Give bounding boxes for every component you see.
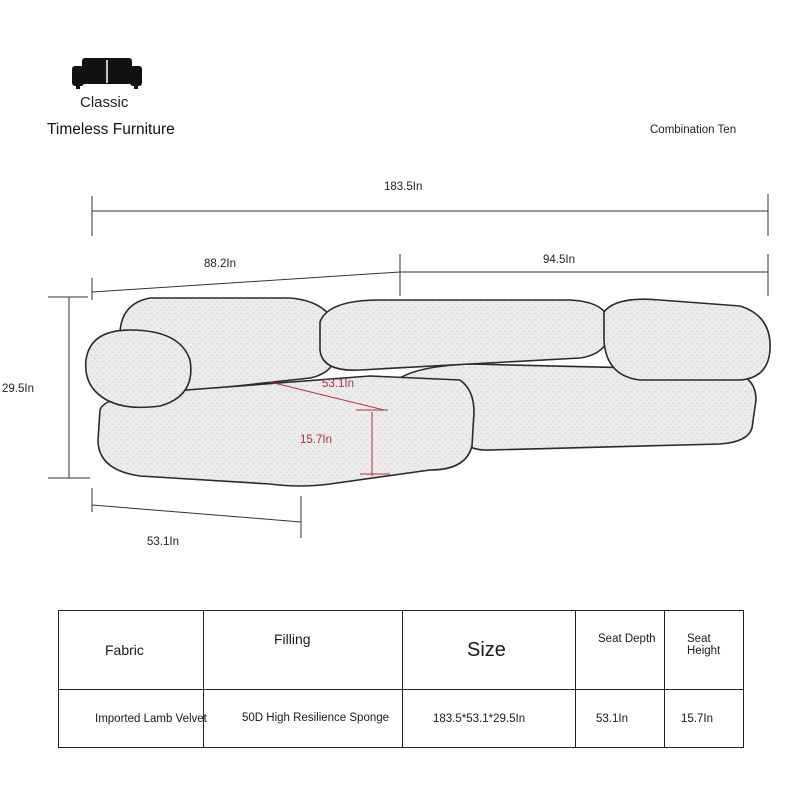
header-fabric: Fabric — [59, 611, 204, 690]
seat-depth-marker-label: 53.1In — [322, 378, 354, 390]
header-filling: Filling — [204, 611, 403, 690]
total-width-label: 183.5In — [384, 181, 423, 193]
right-width-dimension — [400, 254, 768, 296]
total-width-dimension — [92, 194, 768, 236]
value-filling: 50D High Resilience Sponge — [204, 690, 403, 748]
brand-name: Classic — [80, 94, 129, 111]
spec-header-row — [59, 611, 744, 690]
value-seat-height: 15.7In — [665, 690, 744, 748]
left-width-dimension — [92, 254, 400, 300]
value-seat-depth: 53.1In — [576, 690, 665, 748]
seat-height-marker-label: 15.7In — [300, 434, 332, 446]
value-fabric: Imported Lamb Velvet — [59, 690, 204, 748]
value-size: 183.5*53.1*29.5In — [403, 690, 576, 748]
left-width-label: 88.2In — [204, 258, 236, 270]
combination-label: Combination Ten — [650, 124, 737, 136]
right-width-label: 94.5In — [543, 254, 575, 266]
header-seat-height: Seat Height — [665, 611, 744, 690]
spec-value-row — [59, 690, 744, 748]
brand-tagline: Timeless Furniture — [47, 121, 175, 138]
depth-dimension — [92, 488, 301, 538]
sofa-illustration — [86, 298, 770, 486]
header-size: Size — [403, 611, 576, 690]
spec-table — [58, 610, 744, 748]
height-dimension — [48, 297, 90, 478]
header-seat-depth: Seat Depth — [576, 611, 665, 690]
height-label: 29.5In — [2, 383, 34, 395]
depth-label: 53.1In — [147, 536, 179, 548]
